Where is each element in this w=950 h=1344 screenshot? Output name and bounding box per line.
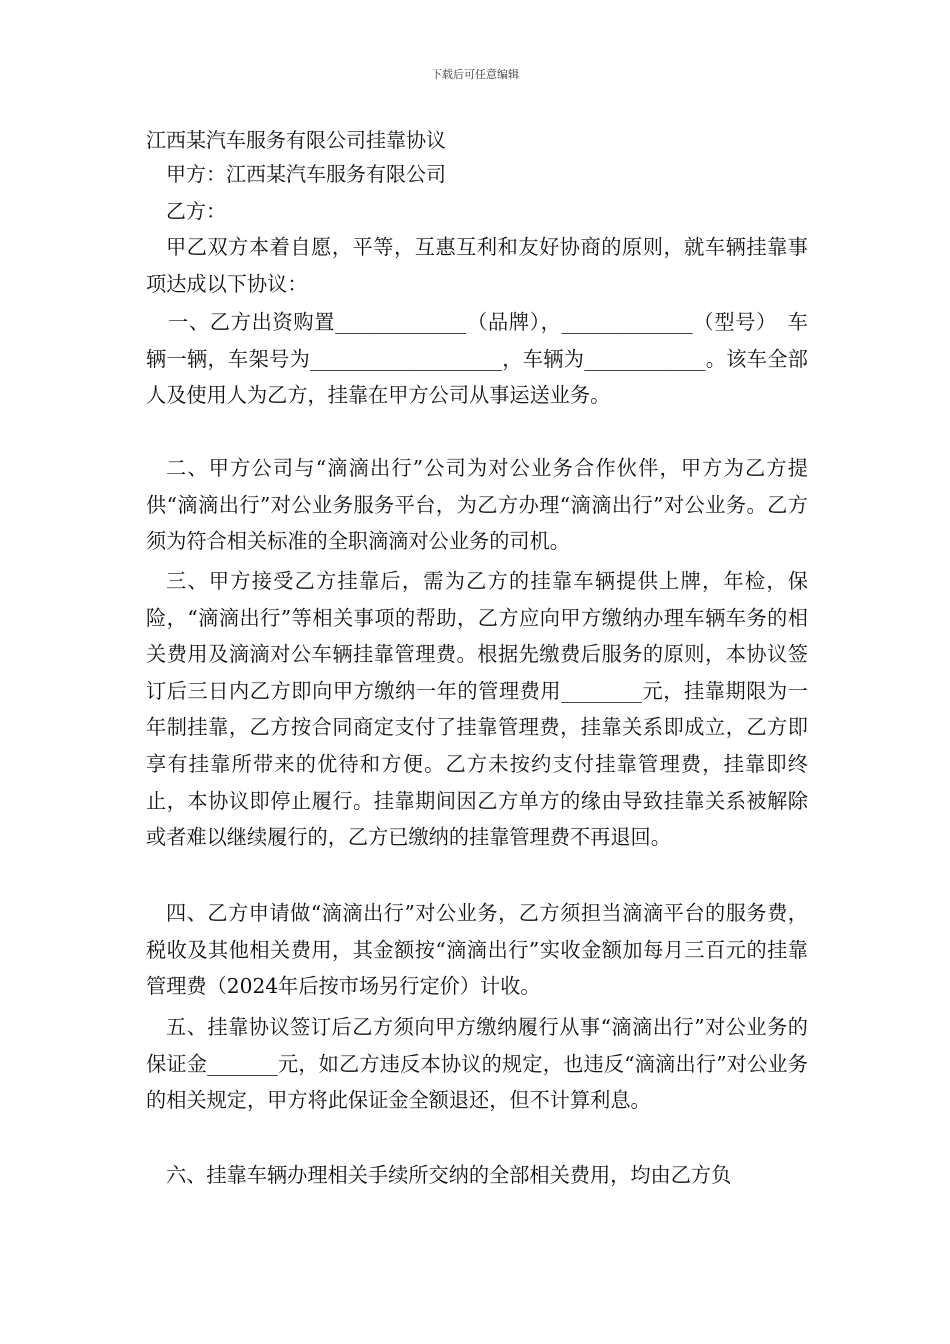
clause-5-paragraph: 五、挂靠协议签订后乙方须向甲方缴纳履行从事“滴滴出行”对公业务的保证金_______元，如乙方违反本协议的规定，也违反“滴滴出行”对公业务的相关规定，甲方将此保证金全额退还，但不计算利息。 [146, 1015, 808, 1113]
page-header-note: 下载后可任意编辑 [431, 68, 519, 81]
clause-3-paragraph: 三、甲方接受乙方挂靠后，需为乙方的挂靠车辆提供上牌，年检，保险，“滴滴出行”等相关事项的帮助，乙方应向甲方缴纳办理车辆车务的相关费用及滴滴对公车辆挂靠管理费。根据先缴费后服务的原则，本协议签订后三日内乙方即向甲方缴纳一年的管理费用________元，挂靠期限为一年制挂靠，乙方按合同商定支付了挂靠管理费，挂靠关系即成立，乙方即享有挂靠所带来的优待和方便。乙方未按约支付挂靠管理费，挂靠即终止，本协议即停止履行。挂靠期间因乙方单方的缘由导致挂靠关系被解除或者难以继续履行的，乙方已缴纳的挂靠管理费不再退回。 [146, 569, 808, 850]
clause-1-paragraph: 一、乙方出资购置_____________（品牌），_____________（型号） 车辆一辆，车架号为___________________，车辆为____________。该车全部人及使用人为乙方，挂靠在甲方公司从事运送业务。 [146, 310, 808, 408]
party-a: 甲方：江西某汽车服务有限公司 [166, 162, 446, 186]
clause-4-paragraph: 四、乙方申请做“滴滴出行”对公业务，乙方须担当滴滴平台的服务费，税收及其他相关费用，其金额按“滴滴出行”实收金额加每月三百元的挂靠管理费（2024年后按市场另行定价）计收。 [146, 901, 808, 999]
clause-6-paragraph: 六、挂靠车辆办理相关手续所交纳的全部相关费用，均由乙方负 [166, 1163, 732, 1187]
clause-2-paragraph: 二、甲方公司与“滴滴出行”公司为对公业务合作伙伴，甲方为乙方提供“滴滴出行”对公业务服务平台，为乙方办理“滴滴出行”对公业务。乙方须为符合相关标准的全职滴滴对公业务的司机。 [146, 456, 808, 554]
preamble-paragraph: 甲乙双方本着自愿，平等，互惠互利和友好协商的原则，就车辆挂靠事项达成以下协议： [146, 235, 808, 296]
document-title: 江西某汽车服务有限公司挂靠协议 [146, 128, 446, 152]
party-b: 乙方： [166, 199, 226, 223]
